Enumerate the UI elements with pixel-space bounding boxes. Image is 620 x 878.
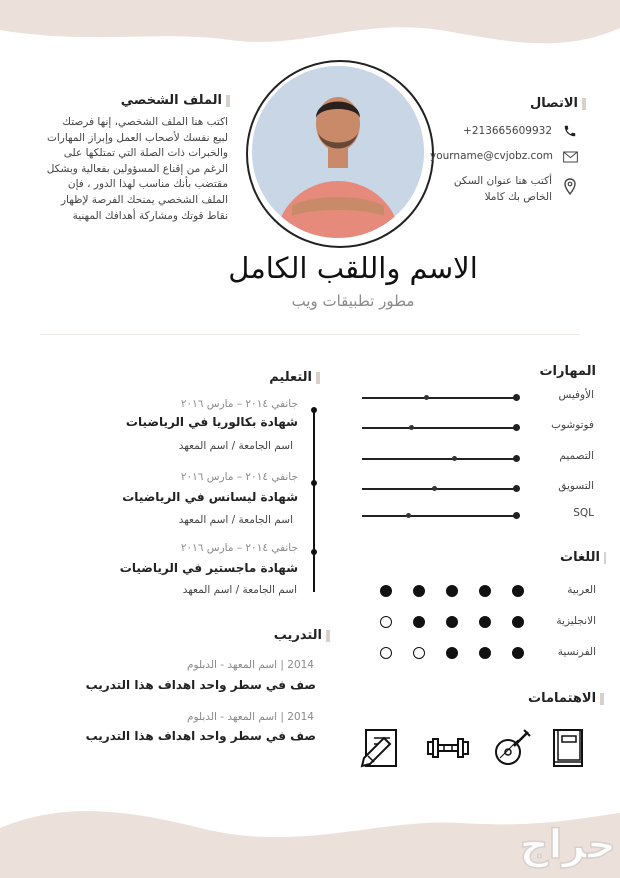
profile-title-text: الملف الشخصي [120, 93, 222, 108]
skill-level-marker [452, 456, 457, 461]
skill-bar-end [513, 485, 520, 492]
language-level-dot [446, 585, 458, 597]
full-name: الاسم واللقب الكامل [228, 251, 478, 285]
title-marker [226, 95, 230, 107]
language-level-dot [380, 585, 392, 597]
title-marker [600, 693, 604, 705]
profile-line: الرغم من إقناع المسؤولين بفعالية وبشكل [46, 162, 228, 175]
book-icon [546, 726, 590, 770]
skill-label: التصميم [559, 450, 594, 462]
language-label: الانجليزية [556, 615, 596, 627]
education-school: اسم الجامعة / اسم المعهد [178, 440, 293, 452]
drawing-icon [358, 726, 402, 770]
watermark: حراج [519, 822, 616, 868]
education-date: جانفي ٢٠١٤ – مارس ٢٠١٦ [180, 542, 298, 554]
skill-level-marker [432, 486, 437, 491]
education-title-text: التعليم [269, 370, 312, 385]
education-date: جانفي ٢٠١٤ – مارس ٢٠١٦ [180, 471, 298, 483]
skill-level-marker [424, 395, 429, 400]
language-label: الفرنسية [557, 646, 596, 658]
skill-label: التسويق [558, 480, 594, 492]
profile-line: اكتب هنا الملف الشخصي، إنها فرصتك [62, 116, 228, 128]
title-marker [604, 552, 606, 564]
guitar-icon [490, 726, 534, 770]
education-degree: شهادة بكالوريا في الرياضيات [125, 415, 298, 429]
profile-text [10, 115, 228, 224]
profile-line: نقاط قوتك ومشاركة أهدافك المهنية [72, 209, 228, 222]
skills-title-text: المهارات [539, 364, 596, 379]
skill-bar-end [513, 394, 520, 401]
mail-icon [563, 151, 578, 163]
language-level-dot [512, 647, 524, 659]
skill-bar-end [513, 455, 520, 462]
top-wave [0, 0, 620, 60]
interests-title-text: الاهتمامات [528, 691, 597, 706]
skill-bar-end [513, 512, 520, 519]
skill-bar-end [513, 424, 520, 431]
education-date: جانفي ٢٠١٤ – مارس ٢٠١٦ [180, 398, 298, 410]
timeline-dot [311, 407, 317, 413]
language-level-dot [512, 616, 524, 628]
language-level-dot [413, 647, 425, 659]
location-icon [564, 178, 576, 195]
timeline-dot [311, 549, 317, 555]
training-title-text: التدريب [273, 628, 322, 643]
interests-title [528, 691, 604, 706]
title-marker [316, 372, 320, 384]
skill-level-marker [409, 425, 414, 430]
training-title [270, 628, 330, 643]
language-level-dot [380, 616, 392, 628]
profile-line: لبيع نفسك لأصحاب العمل وإبراز المهارات [46, 131, 228, 144]
skill-bar [362, 488, 516, 490]
contact-address [430, 173, 552, 205]
training-desc: صف في سطر واحد اهداف هذا التدريب [85, 729, 316, 743]
contact-email: yourname@cvjobz.com [430, 150, 553, 162]
timeline-dot [311, 480, 317, 486]
language-level-dot [413, 585, 425, 597]
education-school: اسم الجامعة / اسم المعهد [182, 584, 297, 596]
education-degree: شهادة ليسانس في الرياضيات [122, 490, 298, 504]
title-marker [582, 98, 586, 110]
contact-phone: +213665609932 [463, 125, 552, 137]
language-level-dot [512, 585, 524, 597]
language-level-dot [446, 616, 458, 628]
language-level-dot [479, 647, 491, 659]
skill-bar [362, 515, 516, 517]
training-meta: 2014 | اسم المعهد - الدبلوم [186, 659, 314, 671]
skill-bar [362, 397, 516, 399]
language-level-dot [380, 647, 392, 659]
profile-line: والخبرات ذات الصلة التي تمتلكها على [63, 147, 228, 160]
contact-title [490, 96, 586, 111]
skills-title [540, 364, 600, 379]
phone-icon [563, 124, 577, 138]
languages-title [560, 550, 606, 565]
title-marker [326, 630, 330, 642]
job-title: مطور تطبيقات ويب [291, 292, 415, 310]
profile-title [118, 93, 230, 108]
language-label: العربية [567, 584, 596, 596]
training-desc: صف في سطر واحد اهداف هذا التدريب [85, 678, 316, 692]
education-timeline [313, 410, 315, 592]
skill-label: SQL [573, 507, 594, 519]
training-meta: 2014 | اسم المعهد - الدبلوم [186, 711, 314, 723]
contact-title-text: الاتصال [530, 96, 578, 111]
skill-label: فوتوشوب [551, 419, 594, 431]
profile-photo [252, 66, 424, 238]
skill-bar [362, 458, 516, 460]
dumbbell-icon [426, 726, 470, 770]
language-level-dot [413, 616, 425, 628]
profile-line: مقتضب بأنك مناسب لهذا الدور ، فإن [67, 178, 228, 191]
address-line: الخاص بك كاملا [484, 191, 552, 203]
skill-bar [362, 427, 516, 429]
education-school: اسم الجامعة / اسم المعهد [178, 514, 293, 526]
language-level-dot [479, 616, 491, 628]
skill-level-marker [406, 513, 411, 518]
language-level-dot [479, 585, 491, 597]
education-title [260, 370, 320, 385]
divider [40, 334, 580, 335]
address-line: أكتب هنا عنوان السكن [453, 175, 552, 187]
education-degree: شهادة ماجستير في الرياضيات [119, 561, 298, 575]
profile-line: الملف الشخصي يمنحك الفرصة لإظهار [60, 193, 228, 206]
language-level-dot [446, 647, 458, 659]
languages-title-text: اللغات [560, 550, 600, 565]
skill-label: الأوفيس [558, 389, 594, 401]
